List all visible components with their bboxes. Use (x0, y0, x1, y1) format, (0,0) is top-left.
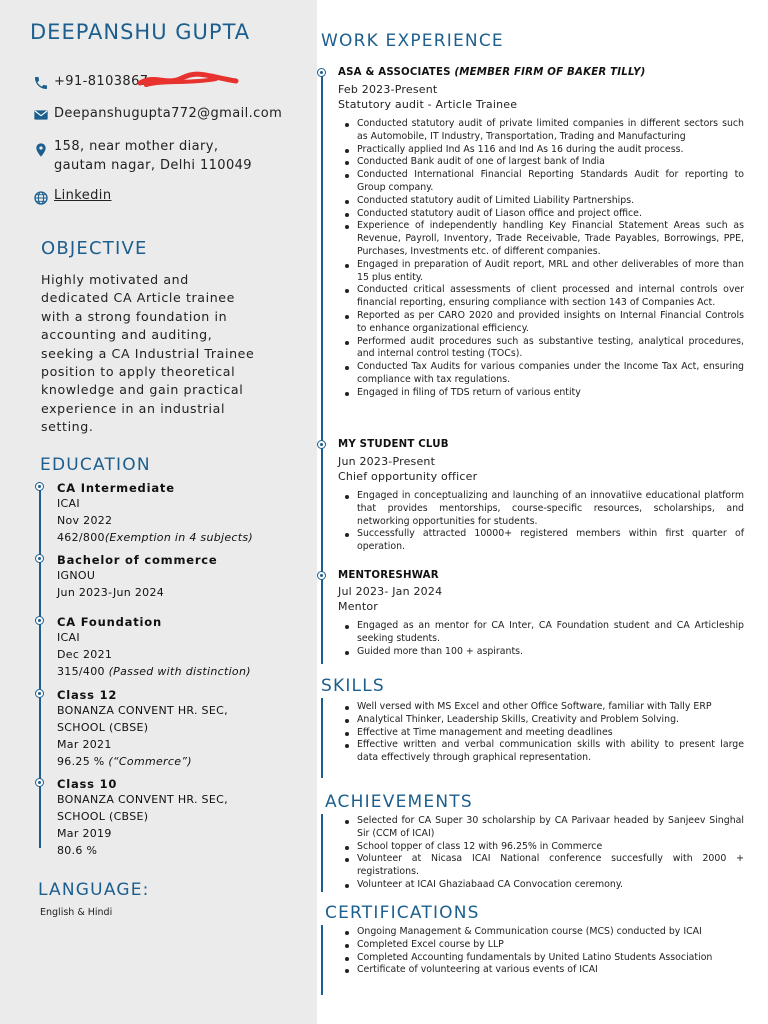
education-line: ICAI (57, 631, 80, 644)
education-score (57, 529, 253, 546)
list-item: Conducted Bank audit of one of largest bank of India (357, 156, 744, 169)
list-item: Certificate of volunteering at various events of ICAI (357, 964, 744, 977)
objective-text (41, 271, 286, 437)
address-line-1: 158, near mother diary, (54, 139, 219, 154)
linkedin-link[interactable]: Linkedin (54, 188, 112, 203)
education-line: ICAI (57, 497, 80, 510)
list-item: Engaged in filing of TDS return of various entity (357, 387, 744, 400)
list-item: Conducted statutory audit of Liason office and project office. (357, 208, 744, 221)
list-item: Successfully attracted 10000+ registered members within first quarter of operation. (357, 528, 744, 553)
education-timeline (39, 486, 41, 848)
timeline-dot (317, 68, 326, 77)
list-item: Effective written and verbal communication skills with ability to present large data effectively through graphical representation. (357, 739, 744, 764)
list-item: Guided more than 100 + aspirants. (357, 646, 744, 659)
education-heading: CA Foundation (57, 615, 162, 629)
address-line-2: gautam nagar, Delhi 110049 (54, 158, 252, 173)
redaction-scribble (136, 70, 240, 90)
language-value: English & Hindi (40, 907, 113, 918)
language-title: LANGUAGE: (38, 880, 150, 900)
objective-line: knowledge and gain practical (41, 382, 244, 398)
education-line: Dec 2021 (57, 648, 113, 661)
achievements-title: ACHIEVEMENTS (325, 792, 473, 812)
certifications-list (339, 926, 744, 977)
list-item: Completed Excel course by LLP (357, 939, 744, 952)
list-item: Effective at Time management and meeting deadlines (357, 727, 744, 740)
list-item: Performed audit procedures such as substantive testing, analytical procedures, and internal control testing (TOCs). (357, 335, 744, 360)
timeline-dot (35, 482, 44, 491)
score-value: 462/800 (57, 531, 105, 544)
objective-line: accounting and auditing, (41, 327, 213, 343)
certifications-title: CERTIFICATIONS (325, 903, 480, 923)
list-item: Volunteer at ICAI Ghaziabaad CA Convocation ceremony. (357, 879, 744, 892)
email-address[interactable]: Deepanshugupta772@gmail.com (54, 106, 283, 121)
education-item (57, 481, 253, 546)
job-role: Mentor (338, 600, 378, 613)
timeline-dot (35, 616, 44, 625)
timeline-dot (35, 554, 44, 563)
education-line: Nov 2022 (57, 514, 113, 527)
achievements-rule (321, 814, 323, 892)
education-line: BONANZA CONVENT HR. SEC, (57, 704, 228, 717)
list-item: Selected for CA Super 30 scholarship by CA Parivaar headed by Sanjeev Singhal Sir (CCM of ICAI) (357, 815, 744, 839)
education-title: EDUCATION (40, 455, 151, 475)
education-score (57, 753, 228, 770)
list-item: Conducted statutory audit of private limited companies in different sectors such as Automobile, IT Industry, Transportation, Trading and Manufacturing (357, 118, 744, 142)
education-heading: Bachelor of commerce (57, 553, 218, 567)
job-org-note: (MEMBER FIRM OF BAKER TILLY) (454, 67, 646, 78)
list-item: Engaged in preparation of Audit report, MRL and other deliverables of more than 15 plus entity. (357, 258, 744, 283)
timeline-dot (35, 778, 44, 787)
job-role: Chief opportunity officer (338, 470, 478, 483)
score-note: (“Commerce”) (108, 755, 192, 768)
objective-line: with a strong foundation in (41, 308, 228, 324)
education-line: Mar 2019 (57, 827, 112, 840)
work-experience-title: WORK EXPERIENCE (321, 31, 504, 51)
main-column (317, 0, 768, 1024)
education-heading: CA Intermediate (57, 481, 175, 495)
job-org: MY STUDENT CLUB (338, 439, 449, 450)
sidebar (0, 0, 317, 1024)
job-date: Jul 2023- Jan 2024 (338, 585, 443, 598)
achievements-list (339, 815, 744, 892)
education-item (57, 615, 251, 680)
list-item: Experience of independently handling Key Financial Statement Areas such as Revenue, Payroll, Inventory, Trade Receivable, Trade Payables, Borrowings, PPE, Purchases, Investments etc. of different companies. (357, 220, 744, 257)
job-org-name: ASA & ASSOCIATES (338, 67, 455, 78)
timeline-dot (317, 571, 326, 580)
timeline-dot (317, 440, 326, 449)
education-line: BONANZA CONVENT HR. SEC, (57, 793, 228, 806)
list-item: Ongoing Management & Communication course (MCS) conducted by ICAI (357, 926, 744, 939)
skills-list (339, 701, 744, 765)
education-line: IGNOU (57, 569, 96, 582)
job-bullets (339, 620, 744, 658)
objective-title: OBJECTIVE (41, 238, 148, 259)
job-role: Statutory audit - Article Trainee (338, 98, 518, 111)
mail-icon (33, 107, 49, 123)
objective-line: dedicated CA Article trainee (41, 290, 235, 306)
list-item: Engaged in conceptualizing and launching of an innovatiive educational platform that provides mentorships, course-specific resources, scholarships, and networking opportunities for students. (357, 490, 744, 527)
education-heading: Class 12 (57, 688, 118, 702)
objective-line: position to apply theoretical (41, 364, 236, 380)
education-item (57, 553, 218, 601)
list-item: Practically applied Ind As 116 and Ind As 16 during the audit process. (357, 144, 744, 157)
education-score (57, 663, 251, 680)
education-line: Jun 2023-Jun 2024 (57, 586, 165, 599)
skills-title: SKILLS (321, 676, 385, 696)
timeline-dot (35, 689, 44, 698)
job-org: MENTORESHWAR (338, 570, 439, 581)
score-value: 96.25 % (57, 755, 109, 768)
list-item: Reported as per CARO 2020 and provided insights on Internal Financial Controls to enhance organizational efficiency. (357, 309, 744, 334)
score-note: (Passed with distinction) (108, 665, 251, 678)
globe-icon (33, 190, 49, 206)
education-item (57, 688, 228, 770)
objective-line: Highly motivated and (41, 272, 189, 287)
objective-line: experience in an industrial (41, 400, 226, 416)
score-value: 315/400 (57, 665, 109, 678)
objective-line: seeking a CA Industrial Trainee (41, 345, 255, 361)
location-icon (33, 141, 49, 159)
candidate-name: DEEPANSHU GUPTA (30, 20, 251, 44)
list-item: Conducted statutory audit of Limited Liability Partnerships. (357, 195, 744, 208)
list-item: Volunteer at Nicasa ICAI National conference succesfully with 2000 + registrations. (357, 853, 744, 878)
objective-line: setting. (41, 419, 94, 435)
list-item: Well versed with MS Excel and other Office Software, familiar with Tally ERP (357, 701, 744, 714)
certifications-rule (321, 925, 323, 995)
list-item: Analytical Thinker, Leadership Skills, Creativity and Problem Solving. (357, 714, 744, 727)
job-org (338, 67, 646, 78)
address (54, 137, 252, 175)
education-line: SCHOOL (CBSE) (57, 810, 149, 823)
score-note: (Exemption in 4 subjects) (104, 531, 254, 544)
list-item: Conducted Tax Audits for various companies under the Income Tax Act, ensuring compliance with tax regulations. (357, 361, 744, 385)
education-line: SCHOOL (CBSE) (57, 721, 149, 734)
skills-rule (321, 698, 323, 778)
phone-icon (33, 75, 49, 91)
education-line: Mar 2021 (57, 738, 112, 751)
list-item: Completed Accounting fundamentals by United Latino Students Association (357, 952, 744, 965)
list-item: Engaged as an mentor for CA Inter, CA Foundation student and CA Articleship seeking students. (357, 620, 744, 644)
job-bullets (339, 490, 744, 554)
education-heading: Class 10 (57, 777, 118, 791)
job-date: Jun 2023-Present (338, 455, 436, 468)
list-item: Conducted International Financial Reporting Standards Audit for reporting to Group company. (357, 169, 744, 193)
job-date: Feb 2023-Present (338, 83, 438, 96)
phone-number[interactable]: +91-8103867 (54, 74, 149, 89)
list-item: Conducted critical assessments of client processed and internal controls over financial reporting, ensuring compliance with section 143 of Companies Act. (357, 284, 744, 309)
list-item: School topper of class 12 with 96.25% in Commerce (357, 841, 744, 854)
education-item (57, 777, 228, 859)
job-bullets (339, 118, 744, 400)
education-line: 80.6 % (57, 844, 98, 857)
